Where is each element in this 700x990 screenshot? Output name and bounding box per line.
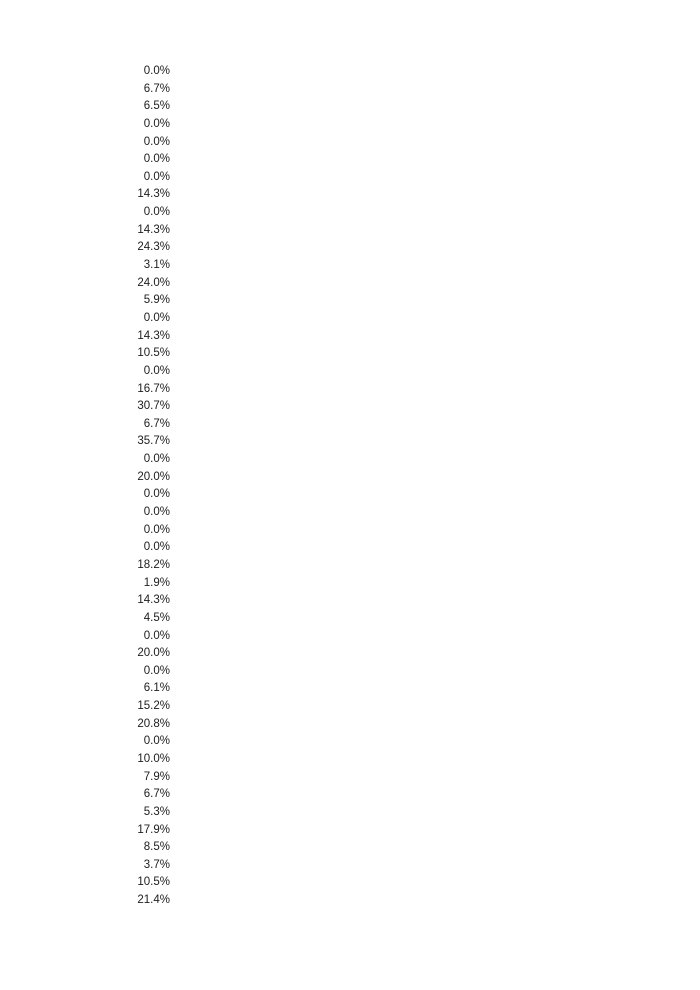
percentage-cell: 14.3% (137, 188, 170, 201)
percentage-cell: 0.0% (143, 117, 170, 130)
percentage-cell: 15.2% (137, 700, 170, 713)
percentage-cell: 0.0% (143, 65, 170, 77)
percentage-cell: 0.0% (143, 311, 170, 324)
percentage-cell: 8.5% (143, 841, 170, 854)
percentage-cell: 0.0% (143, 135, 170, 148)
percentage-cell: 0.0% (143, 735, 170, 748)
percentage-cell: 10.5% (137, 876, 170, 889)
percentage-cell: 30.7% (137, 400, 170, 413)
percentage-cell: 24.0% (137, 276, 170, 289)
percentage-cell: 6.1% (143, 682, 170, 695)
percentage-cell: 0.0% (143, 453, 170, 466)
percentage-cell: 16.7% (137, 382, 170, 395)
percentage-cell: 10.5% (137, 347, 170, 360)
percentage-cell: 0.0% (143, 153, 170, 166)
percentage-cell: 0.0% (143, 364, 170, 377)
percentage-cell: 17.9% (137, 823, 170, 836)
percentage-cell: 0.0% (143, 523, 170, 536)
percentage-cell: 0.0% (143, 664, 170, 677)
percentage-cell: 14.3% (137, 594, 170, 607)
percentage-cell: 0.0% (143, 488, 170, 501)
percentage-cell: 0.0% (143, 206, 170, 219)
percentage-cell: 20.8% (137, 717, 170, 730)
percentage-cell: 0.0% (143, 170, 170, 183)
percentage-cell: 3.1% (143, 259, 170, 272)
percentage-cell: 14.3% (137, 223, 170, 236)
percentage-cell: 0.0% (143, 506, 170, 519)
percentage-cell: 6.7% (143, 82, 170, 95)
percentage-cell: 3.7% (143, 858, 170, 871)
percentage-cell: 0.0% (143, 541, 170, 554)
percentage-cell: 10.0% (137, 752, 170, 765)
percentage-cell: 7.9% (143, 770, 170, 783)
percentage-cell: 6.5% (143, 100, 170, 113)
percentage-value-column (70, 63, 170, 910)
percentage-cell: 24.3% (137, 241, 170, 254)
percentage-cell: 20.0% (137, 470, 170, 483)
percentage-cell: 6.7% (143, 417, 170, 430)
percentage-cell: 0.0% (143, 629, 170, 642)
percentage-cell: 5.3% (143, 805, 170, 818)
percentage-cell: 35.7% (137, 435, 170, 448)
percentage-cell: 21.4% (137, 894, 170, 907)
percentage-cell: 14.3% (137, 329, 170, 342)
percentage-cell: 5.9% (143, 294, 170, 307)
percentage-cell: 6.7% (143, 788, 170, 801)
percentage-cell: 1.9% (143, 576, 170, 589)
percentage-cell: 4.5% (143, 611, 170, 624)
percentage-cell: 18.2% (137, 558, 170, 571)
percentage-cell: 20.0% (137, 647, 170, 660)
